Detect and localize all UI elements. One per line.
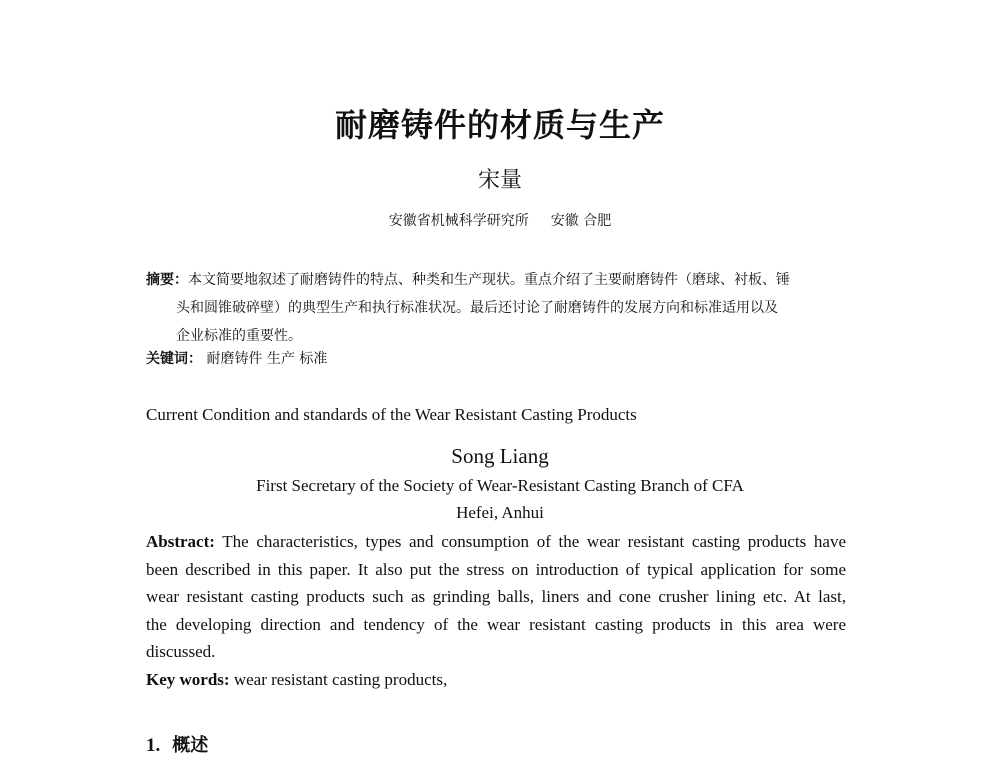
chinese-affiliation-location: 安徽 合肥 [550,213,612,229]
english-keywords-text: wear resistant casting products, [233,670,448,689]
english-abstract-line: wear resistant casting products such as grinding balls, liners and cone crusher lining etc. At last, [146,587,846,606]
chinese-abstract-line: 头和圆锥破碎壁）的典型生产和执行标准状况。最后还讨论了耐磨铸件的发展方向和标准适用以及 [176,300,778,316]
english-author: Song Liang [451,444,549,468]
english-affiliation: First Secretary of the Society of Wear-Resistant Casting Branch of CFA [256,476,744,495]
english-keywords-label: Key words: [146,670,230,689]
chinese-abstract-line: 本文简要地叙述了耐磨铸件的特点、种类和生产现状。重点介绍了主要耐磨铸件（磨球、衬板、锤 [188,272,790,288]
section-1-number: 1. [146,735,161,756]
english-abstract-line: the developing direction and tendency of the wear resistant casting products in this area were [146,614,846,634]
english-abstract-line: The characteristics, types and consumption of the wear resistant casting products have [222,532,847,551]
chinese-abstract-line: 企业标准的重要性。 [176,328,302,344]
english-location: Hefei, Anhui [456,503,544,522]
english-keywords [146,670,447,690]
english-title: Current Condition and standards of the Wear Resistant Casting Products [146,405,637,424]
english-abstract-line: been described in this paper. It also put the stress on introduction of typical application for some [146,559,846,579]
chinese-keywords-text: 耐磨铸件 生产 标准 [206,351,328,367]
english-abstract-line: discussed. [146,642,216,661]
english-abstract [146,528,846,666]
chinese-affiliation-institute: 安徽省机械科学研究所 [388,213,529,229]
chinese-keywords-label: 关键词： [146,351,202,367]
chinese-keywords [146,348,327,368]
chinese-abstract-label: 摘要： [146,272,188,288]
english-abstract-label: Abstract: [146,532,215,551]
section-1-heading [146,731,208,757]
chinese-affiliation [0,210,1000,230]
chinese-abstract [146,266,856,350]
chinese-title: 耐磨铸件的材质与生产 [334,106,665,144]
section-1-title: 概述 [172,735,209,756]
chinese-author: 宋量 [477,168,522,193]
